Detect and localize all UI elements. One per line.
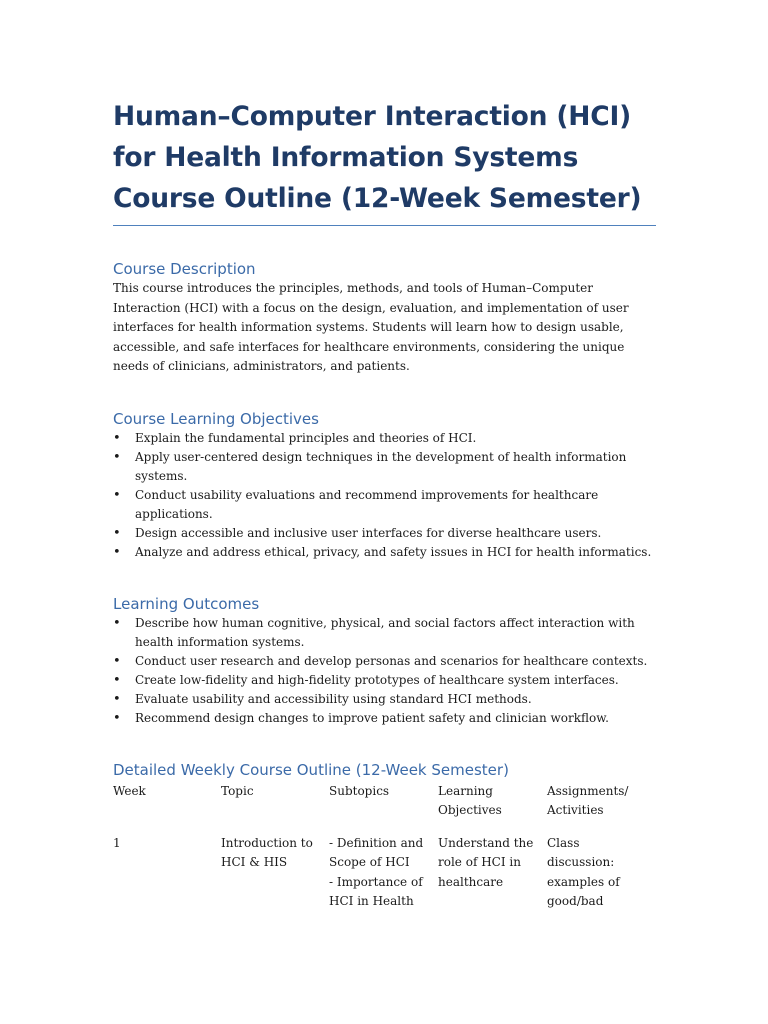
cell-activities: Class discussion: examples of good/bad — [547, 835, 620, 908]
list-item: • Describe how human cognitive, physical, and social factors affect interaction with health information systems. — [113, 614, 656, 652]
course-description-text: This course introduces the principles, methods, and tools of Human–Computer Interaction (HCI) with a focus on the design, evaluation, and implementation of user interfaces for health information systems. Students will learn how to design usable, accessible, and safe interfaces for healthcare environments, considering the unique needs of clinicians, administrators, and patients. — [113, 281, 629, 373]
cell-topic: Introduction to HCI & HIS — [221, 835, 313, 869]
list-item: • Conduct user research and develop personas and scenarios for healthcare contexts. — [113, 652, 656, 671]
section-heading-description: Course Description — [113, 260, 256, 278]
cell-subtopics — [329, 834, 438, 912]
section-heading-outcomes: Learning Outcomes — [113, 594, 260, 613]
document-page — [113, 96, 656, 912]
column-header-activities: Assignments/ Activities — [547, 783, 629, 817]
list-item: • Recommend design changes to improve patient safety and clinician workflow. — [113, 709, 656, 728]
column-header-objectives: Learning Objectives — [438, 783, 502, 817]
list-item: • Conduct usability evaluations and recommend improvements for healthcare applications. — [113, 486, 656, 524]
weekly-outline-table — [113, 782, 656, 912]
list-item: • Create low-fidelity and high-fidelity prototypes of healthcare system interfaces. — [113, 671, 656, 690]
objectives-list — [113, 429, 656, 562]
section-heading-objectives: Course Learning Objectives — [113, 409, 319, 428]
column-header-week: Week — [113, 783, 146, 798]
subtopic-line: - Definition and Scope of HCI — [329, 835, 424, 869]
list-item: • Apply user-centered design techniques in the development of health information systems. — [113, 448, 656, 486]
column-header-topic: Topic — [221, 783, 254, 798]
section-heading-weekly: Detailed Weekly Course Outline (12-Week Semester) — [113, 760, 509, 779]
list-item: • Design accessible and inclusive user interfaces for diverse healthcare users. — [113, 524, 656, 543]
table-row — [113, 834, 656, 912]
subtopic-line: - Importance of HCI in Health — [329, 874, 423, 908]
outcomes-list — [113, 614, 656, 728]
list-item: • Explain the fundamental principles and theories of HCI. — [113, 429, 656, 448]
cell-objectives: Understand the role of HCI in healthcare — [438, 835, 534, 889]
document-title: Human–Computer Interaction (HCI) for Health Information Systems Course Outline (12-Week Semester) — [113, 96, 656, 226]
cell-week: 1 — [113, 835, 121, 850]
table-header-row — [113, 782, 656, 821]
column-header-subtopics: Subtopics — [329, 783, 390, 798]
list-item: • Analyze and address ethical, privacy, and safety issues in HCI for health informatics. — [113, 543, 656, 562]
list-item: • Evaluate usability and accessibility using standard HCI methods. — [113, 690, 656, 709]
